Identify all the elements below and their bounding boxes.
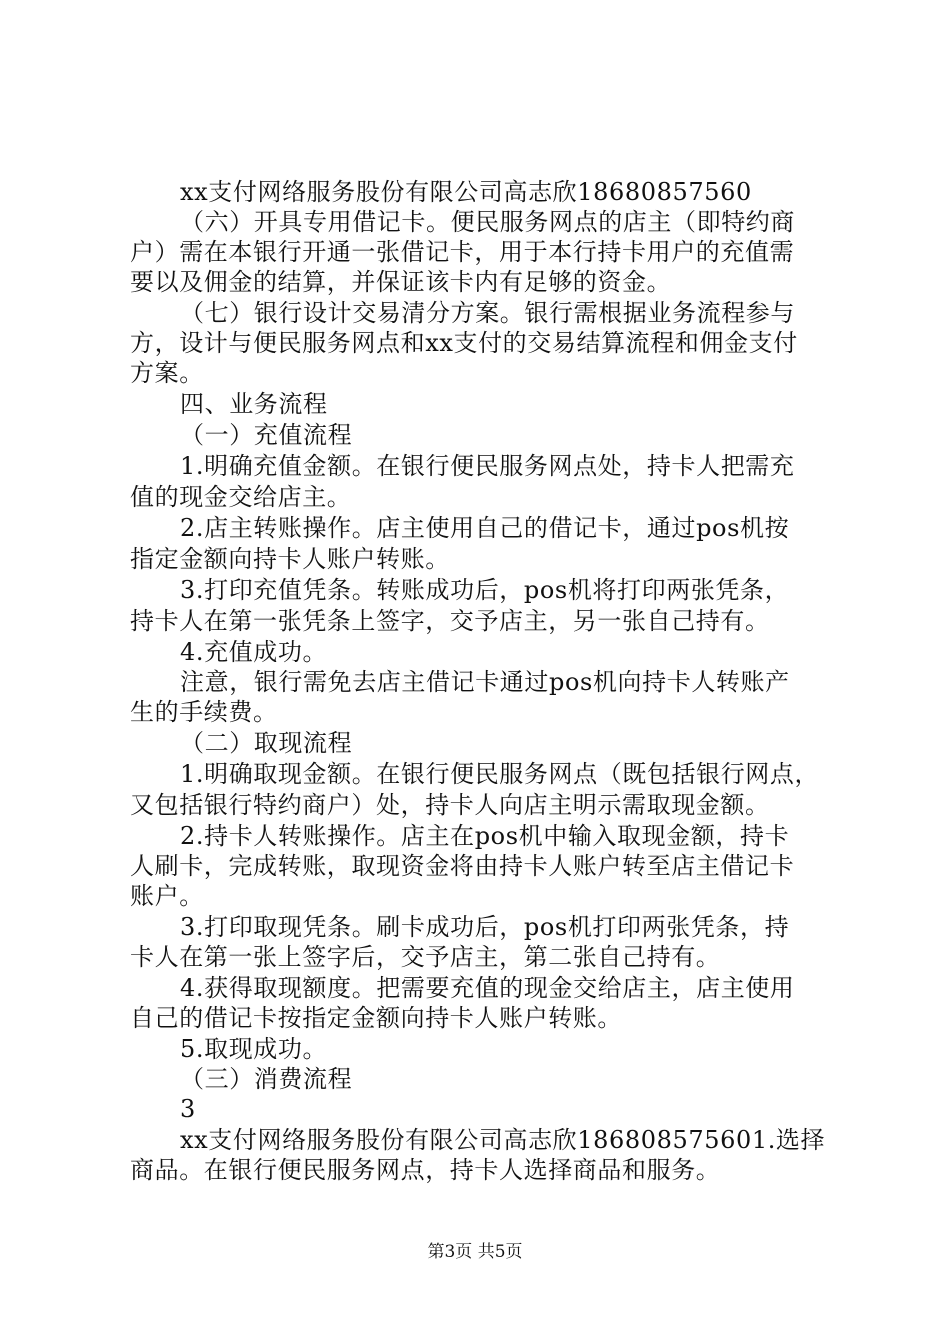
line: 值的现金交给店主。 <box>130 483 352 511</box>
line: （二）取现流程 <box>180 729 353 757</box>
line: 1.明确充值金额。在银行便民服务网点处，持卡人把需充 <box>180 452 795 480</box>
line: （六）开具专用借记卡。便民服务网点的店主（即特约商 <box>180 208 795 236</box>
line: 5.取现成功。 <box>180 1035 328 1063</box>
line: 商品。在银行便民服务网点，持卡人选择商品和服务。 <box>130 1156 721 1184</box>
line: 方，设计与便民服务网点和xx支付的交易结算流程和佣金支付 <box>130 329 798 357</box>
line: 3 <box>180 1095 196 1123</box>
line: 4.充值成功。 <box>180 638 328 666</box>
line: 四、业务流程 <box>180 390 328 418</box>
line: 4.获得取现额度。把需要充值的现金交给店主，店主使用 <box>180 974 795 1002</box>
line: 人刷卡，完成转账，取现资金将由持卡人账户转至店主借记卡 <box>130 852 795 880</box>
line: 2.店主转账操作。店主使用自己的借记卡，通过pos机按 <box>180 514 790 542</box>
page-footer: 第3页 共5页 <box>427 1242 523 1262</box>
line: 1.明确取现金额。在银行便民服务网点（既包括银行网点， <box>180 760 820 788</box>
line: 卡人在第一张上签字后，交予店主，第二张自己持有。 <box>130 943 721 971</box>
line: 2.持卡人转账操作。店主在pos机中输入取现金额，持卡 <box>180 822 790 850</box>
line: 持卡人在第一张凭条上签字，交予店主，另一张自己持有。 <box>130 607 770 635</box>
line: 自己的借记卡按指定金额向持卡人账户转账。 <box>130 1004 622 1032</box>
line: xx支付网络服务股份有限公司高志欣186808575601.选择 <box>180 1126 826 1154</box>
line: （一）充值流程 <box>180 421 353 449</box>
line: 3.打印取现凭条。刷卡成功后，pos机打印两张凭条，持 <box>180 913 790 941</box>
line: 指定金额向持卡人账户转账。 <box>130 545 450 573</box>
line: 户）需在本银行开通一张借记卡，用于本行持卡用户的充值需 <box>130 238 795 266</box>
line: xx支付网络服务股份有限公司高志欣18680857560 <box>180 178 752 206</box>
line: 注意，银行需免去店主借记卡通过pos机向持卡人转账产 <box>180 668 790 696</box>
line: 方案。 <box>130 359 204 387</box>
line: 生的手续费。 <box>130 698 278 726</box>
line: 3.打印充值凭条。转账成功后，pos机将打印两张凭条， <box>180 576 790 604</box>
line: 又包括银行特约商户）处，持卡人向店主明示需取现金额。 <box>130 791 770 819</box>
line: （七）银行设计交易清分方案。银行需根据业务流程参与 <box>180 299 795 327</box>
line: 要以及佣金的结算，并保证该卡内有足够的资金。 <box>130 268 672 296</box>
line: 账户。 <box>130 882 204 910</box>
line: （三）消费流程 <box>180 1065 353 1093</box>
